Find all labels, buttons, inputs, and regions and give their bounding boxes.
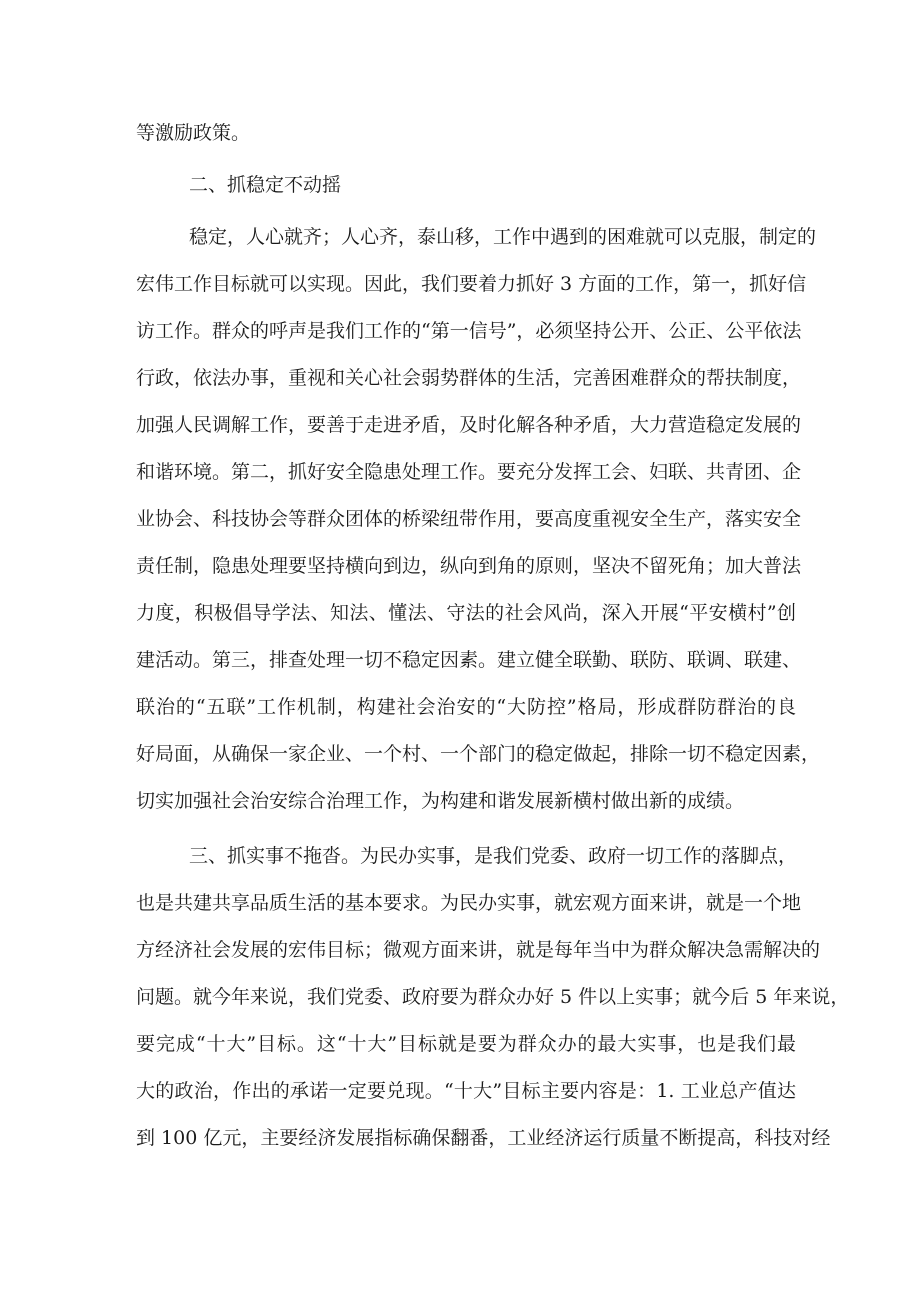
text-line: 大的政治，作出的承诺一定要兑现。“十大”目标主要内容是：1. 工业总产值达 <box>136 1080 796 1102</box>
text-line: 好局面，从确保一家企业、一个村、一个部门的稳定做起，排除一切不稳定因素， <box>136 743 821 765</box>
text-line: 问题。就今年来说，我们党委、政府要为群众办好 5 件以上实事；就今后 5 年来说， <box>136 986 850 1008</box>
text-line: 责任制，隐患处理要坚持横向到边，纵向到角的原则，坚决不留死角；加大普法 <box>136 555 802 577</box>
text-line: 宏伟工作目标就可以实现。因此，我们要着力抓好 3 方面的工作，第一，抓好信 <box>136 273 807 295</box>
text-line: 访工作。群众的呼声是我们工作的“第一信号”，必须坚持公开、公正、公平依法 <box>136 320 802 342</box>
text-line: 要完成“十大”目标。这“十大”目标就是要为群众办的最大实事，也是我们最 <box>136 1033 796 1055</box>
text-line: 建活动。第三，排查处理一切不稳定因素。建立健全联勤、联防、联调、联建、 <box>136 649 802 671</box>
text-line: 行政，依法办事，重视和关心社会弱势群体的生活，完善困难群众的帮扶制度， <box>136 367 802 389</box>
section-heading: 二、抓稳定不动摇 <box>189 174 342 196</box>
text-line: 等激励政策。 <box>136 122 251 144</box>
text-line: 到 100 亿元，主要经济发展指标确保翻番，工业经济运行质量不断提高，科技对经 <box>136 1127 831 1149</box>
text-line: 力度，积极倡导学法、知法、懂法、守法的社会风尚，深入开展“平安横村”创 <box>136 602 796 624</box>
text-line: 方经济社会发展的宏伟目标；微观方面来讲，就是每年当中为群众解决急需解决的 <box>136 939 821 961</box>
text-line: 加强人民调解工作，要善于走进矛盾，及时化解各种矛盾，大力营造稳定发展的 <box>136 414 802 436</box>
text-line: 业协会、科技协会等群众团体的桥梁纽带作用，要高度重视安全生产，落实安全 <box>136 508 802 530</box>
text-line: 三、抓实事不拖沓。为民办实事，是我们党委、政府一切工作的落脚点， <box>189 845 798 867</box>
text-line: 联治的“五联”工作机制，构建社会治安的“大防控”格局，形成群防群治的良 <box>136 696 796 718</box>
text-line: 和谐环境。第二，抓好安全隐患处理工作。要充分发挥工会、妇联、共青团、企 <box>136 461 802 483</box>
text-line: 也是共建共享品质生活的基本要求。为民办实事，就宏观方面来讲，就是一个地 <box>136 892 802 914</box>
text-line: 切实加强社会治安综合治理工作，为构建和谐发展新横村做出新的成绩。 <box>136 790 745 812</box>
text-line: 稳定，人心就齐；人心齐，泰山移，工作中遇到的困难就可以克服，制定的 <box>189 226 817 248</box>
